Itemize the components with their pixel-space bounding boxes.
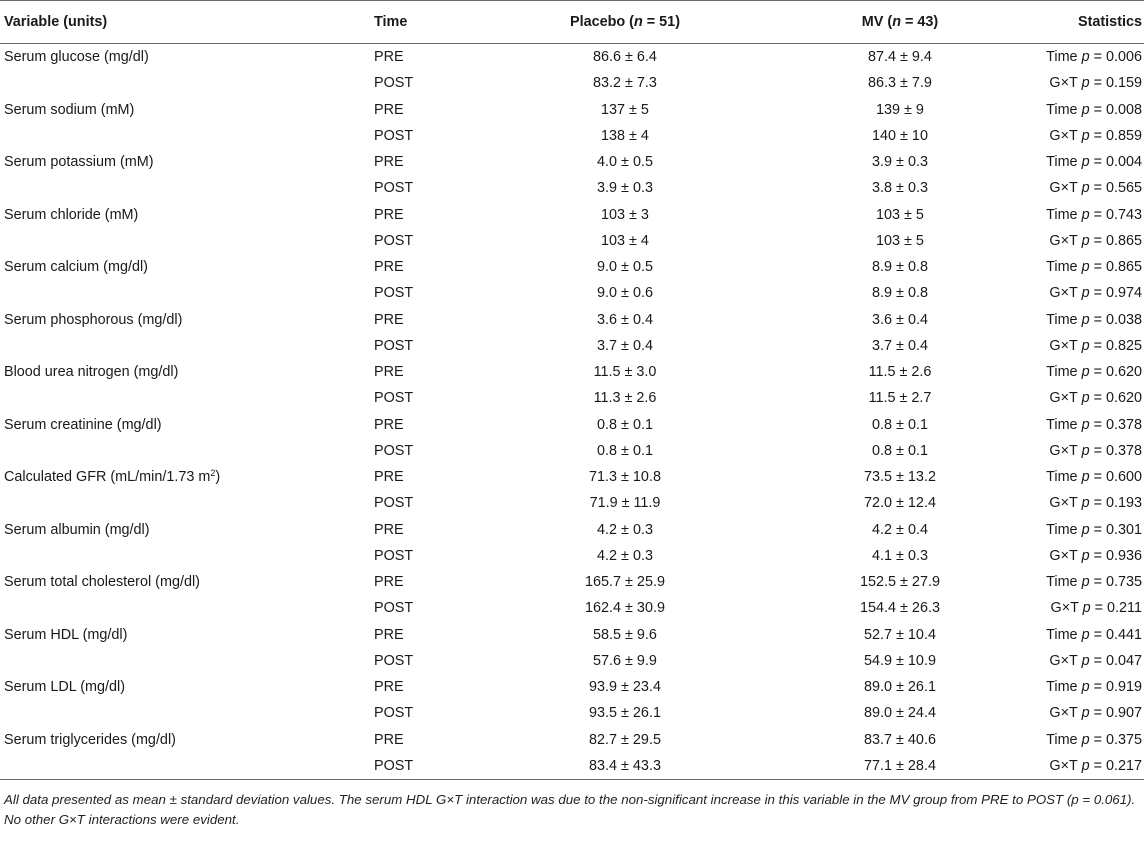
table-row (0, 753, 1144, 780)
header-variable: Variable (units) (0, 1, 370, 44)
header-statistics: Statistics (1040, 1, 1144, 44)
cell-statistics: G×T p = 0.565 (1049, 180, 1142, 197)
table-row (0, 648, 1144, 674)
cell-mv: 87.4 ± 9.4 (868, 49, 932, 66)
cell-variable: Serum phosphorous (mg/dl) (4, 311, 183, 328)
cell-time: PRE (374, 49, 404, 66)
cell-mv: 0.8 ± 0.1 (872, 416, 928, 433)
cell-mv: 152.5 ± 27.9 (860, 574, 940, 591)
cell-placebo: 93.5 ± 26.1 (589, 705, 661, 722)
cell-placebo: 137 ± 5 (601, 101, 649, 118)
cell-time: PRE (374, 731, 404, 748)
cell-statistics: Time p = 0.441 (1046, 626, 1142, 643)
table-row (0, 700, 1144, 726)
cell-placebo: 71.3 ± 10.8 (589, 469, 661, 486)
cell-statistics: Time p = 0.006 (1046, 49, 1142, 66)
cell-placebo: 57.6 ± 9.9 (593, 652, 657, 669)
cell-placebo: 0.8 ± 0.1 (597, 416, 653, 433)
cell-variable (0, 228, 370, 254)
cell-variable: Serum triglycerides (mg/dl) (4, 731, 176, 748)
cell-mv: 3.7 ± 0.4 (872, 337, 928, 354)
table-row (0, 202, 1144, 228)
cell-time: PRE (374, 626, 404, 643)
cell-mv: 8.9 ± 0.8 (872, 285, 928, 302)
cell-mv: 73.5 ± 13.2 (864, 469, 936, 486)
cell-mv: 86.3 ± 7.9 (868, 75, 932, 92)
table-row (0, 517, 1144, 543)
table-row (0, 228, 1144, 254)
cell-statistics: G×T p = 0.865 (1049, 232, 1142, 249)
table-row (0, 123, 1144, 149)
table-footnote: All data presented as mean ± standard deviation values. The serum HDL G×T interaction was due to the non-significant increase in this variable in the MV group from PRE to POST (p = 0.061). No other G×T interactions were evident. (4, 792, 1136, 827)
cell-variable (0, 648, 370, 674)
cell-variable: Serum chloride (mM) (4, 206, 139, 223)
cell-placebo: 82.7 ± 29.5 (589, 731, 661, 748)
cell-mv: 154.4 ± 26.3 (860, 600, 940, 617)
cell-statistics: Time p = 0.375 (1046, 731, 1142, 748)
cell-placebo: 4.0 ± 0.5 (597, 154, 653, 171)
cell-variable: Serum sodium (mM) (4, 101, 135, 118)
cell-time: POST (374, 547, 414, 564)
cell-variable (0, 385, 370, 411)
cell-statistics: G×T p = 0.974 (1049, 285, 1142, 302)
cell-statistics: G×T p = 0.217 (1040, 753, 1144, 780)
cell-placebo: 4.2 ± 0.3 (597, 547, 653, 564)
cell-variable: Serum glucose (mg/dl) (4, 49, 149, 66)
cell-time: POST (374, 285, 414, 302)
cell-placebo: 86.6 ± 6.4 (593, 49, 657, 66)
cell-time: PRE (374, 521, 404, 538)
cell-variable (0, 438, 370, 464)
cell-placebo: 11.5 ± 3.0 (593, 364, 657, 381)
header-mv: MV (n = 43) (760, 1, 1040, 44)
cell-statistics: G×T p = 0.907 (1049, 705, 1142, 722)
cell-variable: Serum albumin (mg/dl) (4, 521, 150, 538)
cell-variable (0, 595, 370, 621)
cell-mv: 103 ± 5 (876, 232, 924, 249)
table-row (0, 543, 1144, 569)
table-header (0, 1, 1144, 44)
header-placebo: Placebo (n = 51) (490, 1, 760, 44)
cell-time: PRE (374, 311, 404, 328)
cell-time: PRE (374, 206, 404, 223)
cell-variable: Serum creatinine (mg/dl) (4, 416, 162, 433)
cell-statistics: Time p = 0.378 (1046, 416, 1142, 433)
cell-mv: 4.2 ± 0.4 (872, 521, 928, 538)
table-body (0, 44, 1144, 780)
table-row (0, 464, 1144, 490)
cell-variable (0, 280, 370, 306)
cell-time: POST (374, 75, 414, 92)
cell-statistics: Time p = 0.004 (1046, 154, 1142, 171)
table-row (0, 333, 1144, 359)
cell-variable: Serum HDL (mg/dl) (4, 626, 128, 643)
cell-variable (0, 333, 370, 359)
cell-placebo: 9.0 ± 0.5 (597, 259, 653, 276)
cell-time: PRE (374, 101, 404, 118)
cell-mv: 140 ± 10 (872, 127, 928, 144)
cell-statistics: G×T p = 0.193 (1049, 495, 1142, 512)
cell-statistics: Time p = 0.038 (1046, 311, 1142, 328)
cell-mv: 72.0 ± 12.4 (864, 495, 936, 512)
cell-mv: 11.5 ± 2.6 (868, 364, 932, 381)
cell-time: POST (374, 495, 414, 512)
cell-statistics: Time p = 0.865 (1046, 259, 1142, 276)
cell-statistics: Time p = 0.919 (1046, 679, 1142, 696)
cell-variable: Calculated GFR (mL/min/1.73 $m^2$) (4, 468, 221, 486)
cell-variable (0, 70, 370, 96)
cell-placebo: 0.8 ± 0.1 (597, 442, 653, 459)
cell-mv: 8.9 ± 0.8 (872, 259, 928, 276)
cell-statistics: Time p = 0.743 (1046, 206, 1142, 223)
cell-variable (0, 490, 370, 516)
cell-variable: Serum potassium (mM) (4, 154, 154, 171)
cell-placebo: 162.4 ± 30.9 (585, 600, 665, 617)
cell-variable: Serum calcium (mg/dl) (4, 259, 148, 276)
table-row (0, 175, 1144, 201)
cell-placebo: 71.9 ± 11.9 (589, 495, 661, 512)
cell-statistics: G×T p = 0.378 (1049, 442, 1142, 459)
cell-statistics: G×T p = 0.859 (1049, 127, 1142, 144)
table-row (0, 622, 1144, 648)
cell-variable (0, 700, 370, 726)
cell-placebo: 103 ± 4 (601, 232, 649, 249)
cell-variable (0, 123, 370, 149)
cell-time: POST (370, 753, 490, 780)
cell-placebo: 3.6 ± 0.4 (597, 311, 653, 328)
table-row (0, 595, 1144, 621)
table-row (0, 412, 1144, 438)
table-row (0, 569, 1144, 595)
cell-statistics: G×T p = 0.936 (1049, 547, 1142, 564)
cell-mv: 3.8 ± 0.3 (872, 180, 928, 197)
cell-variable: Serum LDL (mg/dl) (4, 679, 126, 696)
cell-placebo: 9.0 ± 0.6 (597, 285, 653, 302)
cell-placebo: 103 ± 3 (601, 206, 649, 223)
cell-placebo: 4.2 ± 0.3 (597, 521, 653, 538)
table-row (0, 727, 1144, 753)
cell-time: POST (374, 390, 414, 407)
cell-mv: 4.1 ± 0.3 (872, 547, 928, 564)
cell-statistics: Time p = 0.301 (1046, 521, 1142, 538)
cell-mv: 11.5 ± 2.7 (868, 390, 932, 407)
table-row (0, 385, 1144, 411)
cell-statistics: G×T p = 0.159 (1049, 75, 1142, 92)
cell-variable (0, 543, 370, 569)
cell-time: POST (374, 180, 414, 197)
cell-time: PRE (374, 469, 404, 486)
cell-placebo: 93.9 ± 23.4 (589, 679, 661, 696)
cell-mv: 103 ± 5 (876, 206, 924, 223)
cell-placebo: 83.2 ± 7.3 (593, 75, 657, 92)
cell-mv: 83.7 ± 40.6 (864, 731, 936, 748)
cell-mv: 77.1 ± 28.4 (760, 753, 1040, 780)
table-row (0, 674, 1144, 700)
cell-variable: Blood urea nitrogen (mg/dl) (4, 364, 179, 381)
header-time: Time (370, 1, 490, 44)
table-row (0, 149, 1144, 175)
cell-placebo: 138 ± 4 (601, 127, 649, 144)
cell-time: POST (374, 232, 414, 249)
cell-statistics: G×T p = 0.825 (1049, 337, 1142, 354)
cell-time: PRE (374, 154, 404, 171)
cell-time: POST (374, 337, 414, 354)
cell-statistics: G×T p = 0.047 (1049, 652, 1142, 669)
table-row (0, 97, 1144, 123)
cell-placebo: 11.3 ± 2.6 (593, 390, 657, 407)
cell-mv: 52.7 ± 10.4 (864, 626, 936, 643)
table-row (0, 280, 1144, 306)
cell-statistics: Time p = 0.008 (1046, 101, 1142, 118)
table-row (0, 44, 1144, 71)
cell-time: POST (374, 600, 414, 617)
table-row (0, 307, 1144, 333)
cell-placebo: 3.9 ± 0.3 (597, 180, 653, 197)
cell-mv: 3.6 ± 0.4 (872, 311, 928, 328)
cell-time: POST (374, 705, 414, 722)
cell-variable (0, 753, 370, 780)
cell-statistics: G×T p = 0.620 (1049, 390, 1142, 407)
cell-time: PRE (374, 574, 404, 591)
table-row (0, 70, 1144, 96)
cell-placebo: 83.4 ± 43.3 (490, 753, 760, 780)
cell-time: PRE (374, 416, 404, 433)
cell-mv: 139 ± 9 (876, 101, 924, 118)
cell-time: POST (374, 442, 414, 459)
cell-variable (0, 175, 370, 201)
cell-statistics: Time p = 0.620 (1046, 364, 1142, 381)
cell-mv: 89.0 ± 24.4 (864, 705, 936, 722)
cell-statistics: Time p = 0.600 (1046, 469, 1142, 486)
cell-time: PRE (374, 259, 404, 276)
cell-placebo: 3.7 ± 0.4 (597, 337, 653, 354)
cell-mv: 54.9 ± 10.9 (864, 652, 936, 669)
cell-time: POST (374, 127, 414, 144)
table-row (0, 359, 1144, 385)
cell-time: PRE (374, 364, 404, 381)
table-row (0, 438, 1144, 464)
cell-variable: Serum total cholesterol (mg/dl) (4, 574, 200, 591)
table-row (0, 254, 1144, 280)
cell-time: PRE (374, 679, 404, 696)
cell-statistics: Time p = 0.735 (1046, 574, 1142, 591)
cell-placebo: 165.7 ± 25.9 (585, 574, 665, 591)
cell-time: POST (374, 652, 414, 669)
cell-mv: 3.9 ± 0.3 (872, 154, 928, 171)
cell-mv: 0.8 ± 0.1 (872, 442, 928, 459)
table-row (0, 490, 1144, 516)
cell-mv: 89.0 ± 26.1 (864, 679, 936, 696)
cell-statistics: G×T p = 0.211 (1050, 600, 1142, 617)
cell-placebo: 58.5 ± 9.6 (593, 626, 657, 643)
